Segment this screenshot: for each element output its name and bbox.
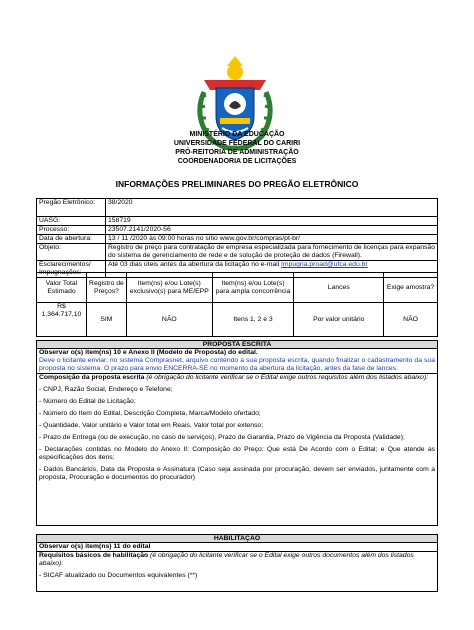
composicao-item: - CNPJ, Razão Social, Endereço e Telefone; xyxy=(39,386,173,393)
pregao-label: Pregão Eletrônico: xyxy=(37,199,106,217)
impugnacao-email-link[interactable]: Impugna.proad@ufca.edu.br xyxy=(281,261,368,268)
processo-label: Processo: xyxy=(37,226,106,235)
header-line-pro-reitoria: PRÓ-REITORIA DE ADMINISTRAÇÃO xyxy=(175,149,299,156)
composicao-item: - Prazo de Entrega (ou de execução, no caso de serviços), Prazo de Garantia, Prazo de Vigência da Proposta (Validade); xyxy=(39,434,405,441)
requisitos-title: Requisitos básicos de habilitação xyxy=(39,552,149,559)
uasg-value: 158719 xyxy=(106,217,438,226)
proposta-observar-text: Observar o(s) item(ns) 10 e Anexo II (Modelo de Proposta) do edital. xyxy=(39,349,258,356)
esclarecimentos-label: Esclarecimentos/ Impugnações: xyxy=(37,261,106,278)
proposta-envio-instrucao: Deve o licitante enviar, no sistema Comprasnet, arquivo contendo a sua proposta escrita, quando finalizar o cadastramento da sua proposta no sistema. O prazo para envio ENCERRA-SE no momento da abertura da licitação, antes da fase de lances. xyxy=(39,357,435,372)
cell-valor-total: R$ 1.364.717,10 xyxy=(37,303,87,337)
header-valor-total: Valor Total Estimado xyxy=(37,273,87,303)
composicao-item: - Número do Item do Edital, Descrição Completa, Marca/Modelo ofertado; xyxy=(39,410,261,417)
esclarecimentos-text: Até 03 dias úteis antes da abertura da licitação no e-mail xyxy=(108,261,282,268)
document-title: INFORMAÇÕES PRELIMINARES DO PREGÃO ELETRÔNICO xyxy=(115,179,359,189)
composicao-item: - Quantidade, Valor unitário e Valor total em Reais, Valor total por extenso; xyxy=(39,422,264,429)
institution-header xyxy=(0,130,474,166)
info-table xyxy=(36,198,438,278)
header-ampla-concorrencia: Item(ns) e/ou Lote(s) para ampla concorrência xyxy=(212,273,294,303)
proposta-section xyxy=(36,340,438,526)
objeto-label: Objeto: xyxy=(37,244,106,261)
header-exige-amostra: Exige amostra? xyxy=(384,273,438,303)
cell-exclusivo-me-epp: NÃO xyxy=(126,303,212,337)
pregao-value: 38/2020 xyxy=(106,199,438,217)
cell-registro-precos: SIM xyxy=(86,303,126,337)
data-abertura-value: 13 / 11 /2020 às 09:00 horas no sítio www.gov.br/compras/pt-br/ xyxy=(106,235,438,244)
composicao-title: Composição da proposta escrita xyxy=(39,374,145,381)
habilitacao-body xyxy=(37,552,437,580)
habilitacao-section xyxy=(36,534,438,592)
proposta-observar xyxy=(37,349,437,374)
header-registro-precos: Registro de Preços? xyxy=(86,273,126,303)
proposta-composicao xyxy=(37,374,437,482)
composicao-item: - Número do Edital de Licitação; xyxy=(39,398,136,405)
header-exclusivo-me-epp: Item(ns) e/ou Lote(s) exclusivo(s) para ME/EPP xyxy=(126,273,212,303)
header-line-ministerio: MINISTÉRIO DA EDUCAÇÃO xyxy=(189,131,285,138)
composicao-item: - Dados Bancários, Data da Proposta e Assinatura (Caso seja assinada por procuração, devem ser enviados, juntamente com a proposta, Procuração e documentos do procurador) xyxy=(39,466,435,481)
habilitacao-observar: Observar o(s) item(ns) 11 do edital xyxy=(37,543,437,552)
cell-lances: Por valor unitário xyxy=(294,303,384,337)
cell-ampla-concorrencia: Itens 1, 2 e 3 xyxy=(212,303,294,337)
uasg-label: UASG: xyxy=(37,217,106,226)
requisitos-note: (é obrigação do licitante verificar se o Edital exige outros documentos além dos listados abaixo): xyxy=(39,552,414,567)
habilitacao-heading: HABILITAÇÃO xyxy=(37,535,437,543)
cell-exige-amostra: NÃO xyxy=(384,303,438,337)
objeto-value: Registro de preço para contratação de empresa especializada para fornecimento de licenças para expansão do sistema de gerenciamento de rede e de solução de proteção de dados (Firewall). xyxy=(106,244,438,261)
header-lances: Lances xyxy=(294,273,384,303)
composicao-item: - Declarações contidas no Modelo do Anexo II: Composição do Preço; Que está De Acordo com o Edital; e Que atende as especificações dos itens; xyxy=(39,446,435,461)
header-line-coordenadoria: COORDENADORIA DE LICITAÇÕES xyxy=(177,158,297,165)
requisito-item: - SICAF atualizado ou Documentos equivalentes (**) xyxy=(39,572,198,579)
header-line-universidade: UNIVERSIDADE FEDERAL DO CARIRI xyxy=(173,140,301,147)
items-table xyxy=(36,272,438,337)
data-abertura-label: Data de abertura: xyxy=(37,235,106,244)
composicao-note: (é obrigação do licitante verificar se o Edital exige outros requisitos além dos listados abaixo): xyxy=(144,374,429,381)
proposta-heading: PROPOSTA ESCRITA xyxy=(37,341,437,349)
processo-value: 23507.2141/2020-56 xyxy=(106,226,438,235)
